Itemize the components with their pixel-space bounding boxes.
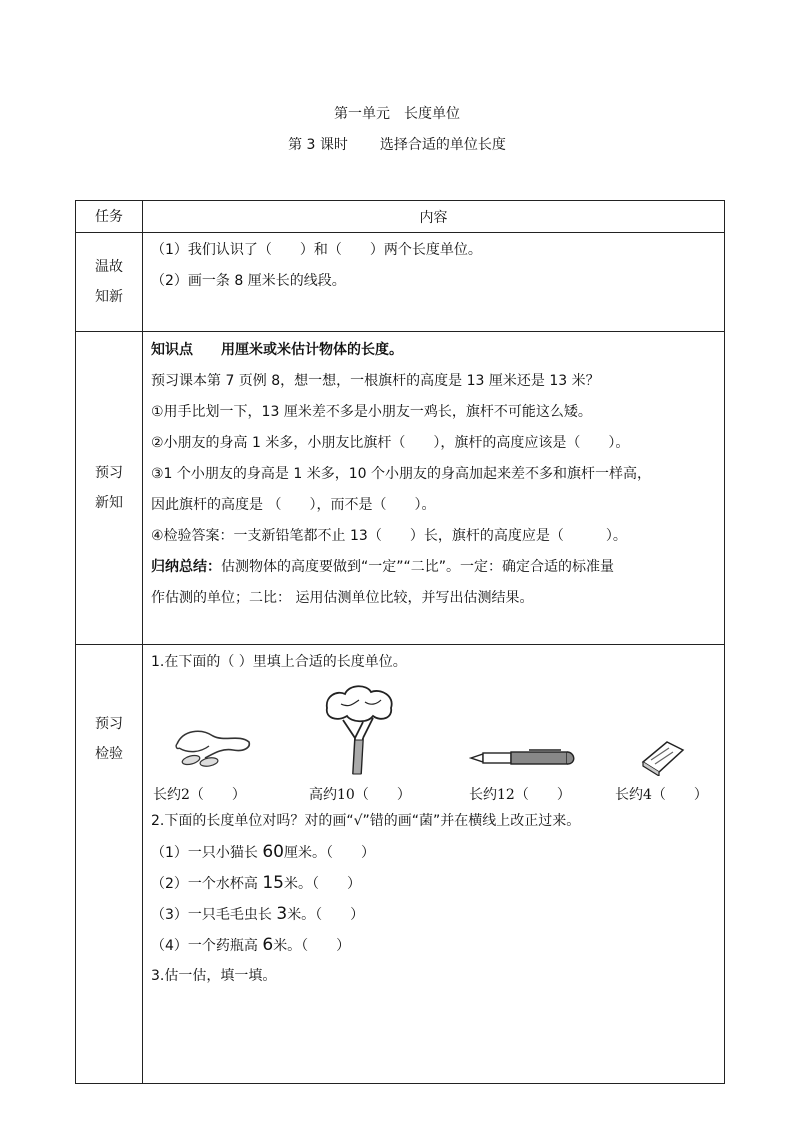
item-number: 3 [276, 904, 288, 924]
jump-rope-icon [173, 724, 253, 770]
summary-text: 估测物体的高度要做到“一定”“二比”。一定：确定合适的标准量 [221, 559, 615, 575]
review-content [143, 233, 725, 332]
check-content [143, 645, 725, 1084]
caption-pen: 长约12（ ） [469, 787, 571, 803]
knowledge-point [151, 335, 724, 366]
table-row [76, 645, 725, 1084]
knowledge-label: 知识点 [151, 342, 193, 358]
item-text: （4）一个药瓶高 [151, 938, 263, 954]
question-1: 1.在下面的（ ）里填上合适的长度单位。 [151, 654, 407, 670]
question-2-item [151, 899, 724, 930]
task-label: 检验 [95, 746, 123, 762]
header-task: 任务 [76, 201, 143, 233]
task-preview [76, 332, 143, 645]
item-text: 米。（ ） [273, 938, 351, 954]
task-label: 新知 [95, 495, 123, 511]
summary-line-2: 作估测的单位；二比： 运用估测单位比较，并写出估测结果。 [151, 590, 534, 606]
lesson-title-line [0, 134, 794, 154]
header-content: 内容 [143, 201, 725, 233]
pen-icon [469, 746, 579, 770]
question-2-item [151, 837, 724, 868]
caption-tree: 高约10（ ） [309, 787, 411, 803]
summary-label: 归纳总结： [151, 559, 221, 575]
caption-jump-rope: 长约2（ ） [153, 787, 246, 803]
item-text: （2）一个水杯高 [151, 876, 263, 892]
lesson-title: 选择合适的单位长度 [379, 137, 506, 153]
item-text: 厘米。（ ） [284, 845, 375, 861]
task-label: 预习 [95, 465, 123, 481]
task-label: 预习 [95, 716, 123, 732]
picture-strip [151, 678, 724, 806]
item-number: 6 [262, 935, 274, 955]
content-line: ④检验答案：一支新铅笔都不止 13（ ）长，旗杆的高度应是（ ）。 [151, 528, 627, 544]
table-row [76, 332, 725, 645]
content-line: ③1 个小朋友的身高是 1 米多，10 个小朋友的身高加起来差不多和旗杆一样高， [151, 466, 651, 482]
eraser-icon [639, 736, 687, 776]
content-line: 预习课本第 7 页例 8，想一想，一根旗杆的高度是 13 厘米还是 13 米？ [151, 373, 600, 389]
task-label: 温故 [95, 259, 123, 275]
tree-icon [321, 682, 399, 778]
lesson-number: 第 3 课时 [288, 137, 348, 153]
table-header-row [76, 201, 725, 233]
unit-title: 第一单元 长度单位 [334, 106, 460, 122]
knowledge-text: 用厘米或米估计物体的长度。 [221, 342, 403, 358]
task-check [76, 645, 143, 1084]
summary-line [151, 552, 724, 583]
question-3: 3.估一估，填一填。 [151, 968, 277, 984]
content-line: （1）我们认识了（ ）和（ ）两个长度单位。 [151, 242, 482, 258]
question-2: 2.下面的长度单位对吗？对的画“√”错的画“菌”并在横线上改正过来。 [151, 813, 581, 829]
task-review [76, 233, 143, 332]
question-2-item [151, 930, 724, 961]
caption-eraser: 长约4（ ） [615, 787, 708, 803]
item-number: 60 [262, 842, 284, 862]
task-label: 知新 [95, 289, 123, 305]
lesson-table [75, 200, 725, 1084]
content-line: ①用手比划一下，13 厘米差不多是小朋友一鸡长，旗杆不可能这么矮。 [151, 404, 592, 420]
content-line: ②小朋友的身高 1 米多，小朋友比旗杆（ ），旗杆的高度应该是（ ）。 [151, 435, 630, 451]
item-number: 15 [262, 873, 284, 893]
item-text: 米。（ ） [284, 876, 361, 892]
preview-content [143, 332, 725, 645]
question-2-item [151, 868, 724, 899]
item-text: （1）一只小猫长 [151, 845, 263, 861]
item-text: 米。（ ） [287, 907, 365, 923]
item-text: （3）一只毛毛虫长 [151, 907, 277, 923]
content-line: 因此旗杆的高度是 （ ），而不是（ ）。 [151, 497, 436, 513]
table-row [76, 233, 725, 332]
content-line: （2）画一条 8 厘米长的线段。 [151, 273, 346, 289]
